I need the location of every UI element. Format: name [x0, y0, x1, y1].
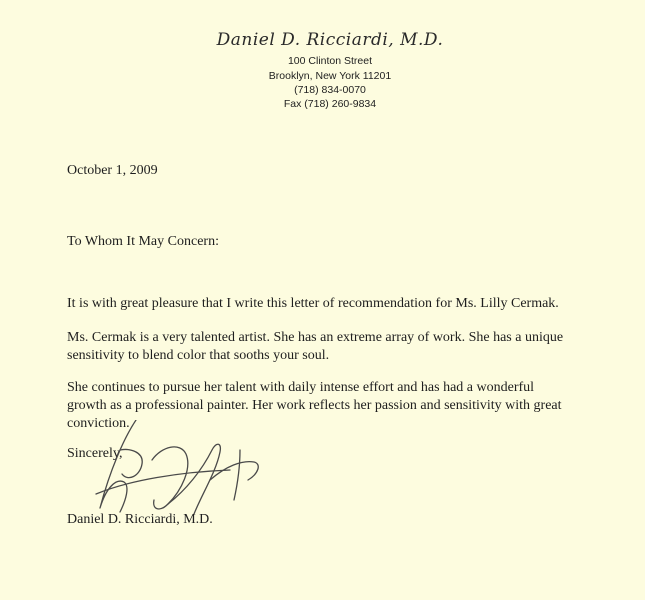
salutation: To Whom It May Concern:: [67, 234, 219, 249]
signer-name: Daniel D. Ricciardi, M.D.: [67, 512, 213, 527]
paragraph-2-line-2: sensitivity to blend color that sooths your soul.: [67, 348, 330, 363]
paragraph-3-line-2: growth as a professional painter. Her work reflects her passion and sensitivity with great: [67, 398, 562, 413]
letterhead-phone: (718) 834-0070: [294, 84, 366, 96]
letter-date: October 1, 2009: [67, 163, 158, 178]
paragraph-1: It is with great pleasure that I write this letter of recommendation for Ms. Lilly Cermak.: [67, 296, 559, 311]
letterhead-name: Daniel D. Ricciardi, M.D.: [216, 30, 444, 50]
paragraph-2-line-1: Ms. Cermak is a very talented artist. She has an extreme array of work. She has a unique: [67, 330, 564, 345]
letterhead-fax: Fax (718) 260-9834: [283, 98, 377, 110]
closing: Sincerely,: [67, 446, 123, 461]
letterhead-city: Brooklyn, New York 11201: [268, 70, 392, 82]
handwritten-signature: [90, 420, 280, 520]
paragraph-3-line-3: conviction.: [67, 416, 130, 431]
paragraph-3-line-1: She continues to pursue her talent with daily intense effort and has had a wonderful: [67, 380, 535, 395]
letterhead-street: 100 Clinton Street: [287, 55, 373, 67]
